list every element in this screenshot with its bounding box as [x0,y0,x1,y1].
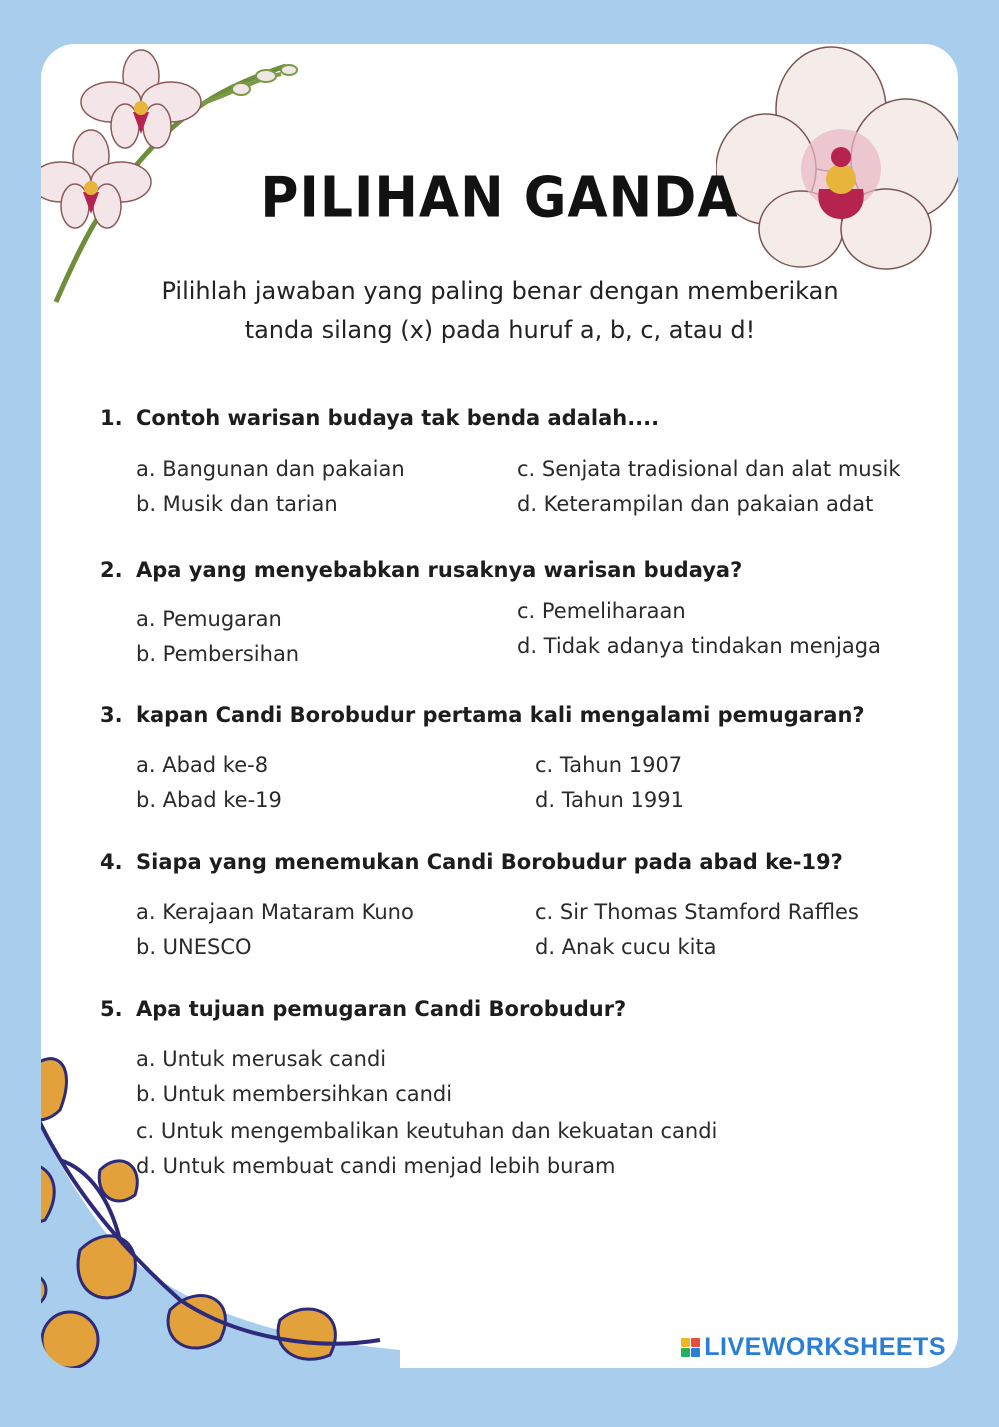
option-1d[interactable]: d. Keterampilan dan pakaian adat [517,492,874,516]
brand-icon [681,1338,700,1357]
instructions-line-2: tanda silang (x) pada huruf a, b, c, atau d! [244,316,756,344]
floral-pattern-bottom-left [41,1020,400,1368]
option-5b[interactable]: b. Untuk membersihkan candi [136,1082,453,1106]
question-text: Contoh warisan budaya tak benda adalah.... [136,406,660,430]
question-text: kapan Candi Borobudur pertama kali mengalami pemugaran? [136,703,865,727]
brand-logo[interactable] [681,1333,946,1362]
option-5d[interactable]: d. Untuk membuat candi menjad lebih buram [136,1154,616,1178]
question-number: 2. [100,558,123,582]
option-5c[interactable]: c. Untuk mengembalikan keutuhan dan kekuatan candi [136,1119,718,1143]
question-number: 4. [100,850,123,874]
question-number: 3. [100,703,123,727]
option-2a[interactable]: a. Pemugaran [136,607,282,631]
option-2c[interactable]: c. Pemeliharaan [517,599,686,623]
option-2b[interactable]: b. Pembersihan [136,642,300,666]
instructions [100,272,900,350]
option-1b[interactable]: b. Musik dan tarian [136,492,338,516]
orchid-flower-top-right [716,44,958,274]
option-4a[interactable]: a. Kerajaan Mataram Kuno [136,900,414,924]
option-1a[interactable]: a. Bangunan dan pakaian [136,457,405,481]
question-number: 5. [100,997,123,1021]
page-title: PILIHAN GANDA [260,165,739,231]
question-1 [100,406,659,430]
brand-name: LIVEWORKSHEETS [704,1333,946,1361]
option-4d[interactable]: d. Anak cucu kita [535,935,717,959]
option-2d[interactable]: d. Tidak adanya tindakan menjaga [517,634,881,658]
option-3d[interactable]: d. Tahun 1991 [535,788,684,812]
question-number: 1. [100,406,123,430]
question-text: Apa yang menyebabkan rusaknya warisan budaya? [136,558,743,582]
option-4c[interactable]: c. Sir Thomas Stamford Raffles [535,900,859,924]
question-3 [100,703,865,727]
option-3a[interactable]: a. Abad ke-8 [136,753,269,777]
question-text: Siapa yang menemukan Candi Borobudur pada abad ke-19? [136,850,843,874]
option-5a[interactable]: a. Untuk merusak candi [136,1047,387,1071]
option-4b[interactable]: b. UNESCO [136,935,252,959]
question-2 [100,558,742,582]
question-5 [100,997,626,1021]
question-4 [100,850,843,874]
option-3c[interactable]: c. Tahun 1907 [535,753,683,777]
instructions-line-1: Pilihlah jawaban yang paling benar dengan memberikan [161,277,839,305]
option-1c[interactable]: c. Senjata tradisional dan alat musik [517,457,901,481]
question-text: Apa tujuan pemugaran Candi Borobudur? [136,997,627,1021]
option-3b[interactable]: b. Abad ke-19 [136,788,282,812]
